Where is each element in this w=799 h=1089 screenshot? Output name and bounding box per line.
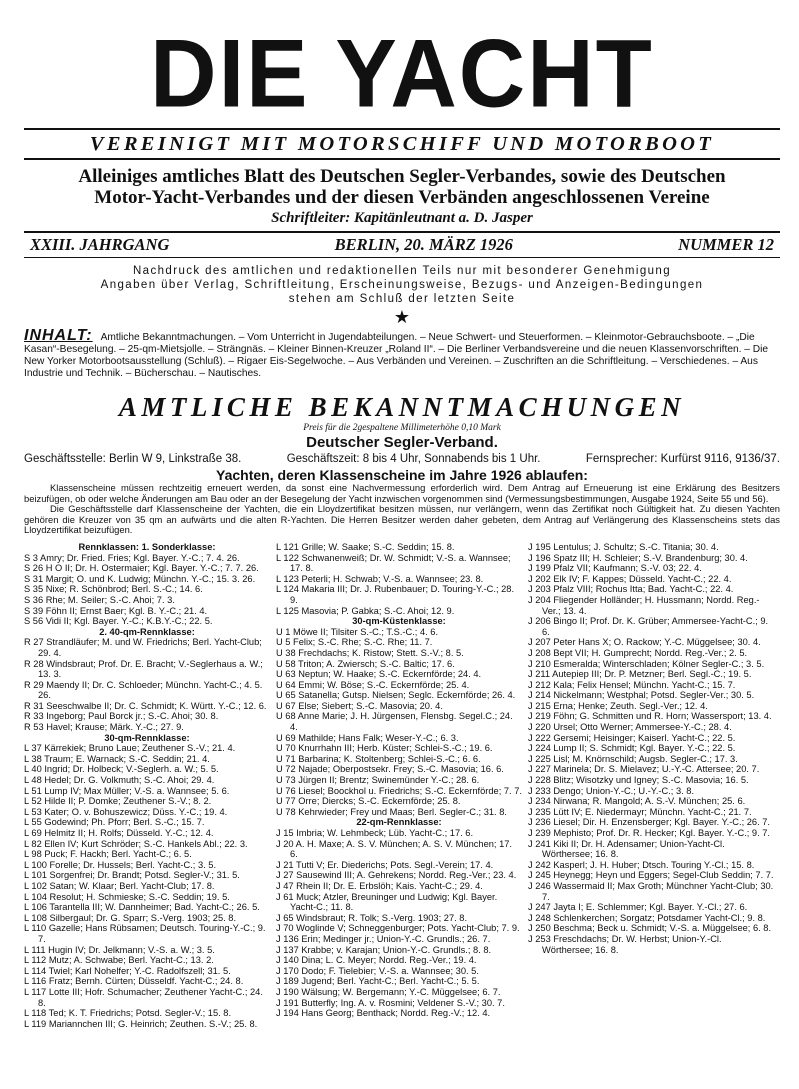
yacht-entry: R 31 Seeschwalbe II; Dr. C. Schmidt; K. Württ. Y.-C.; 12. 6.: [24, 700, 267, 711]
yacht-entry: R 29 Maendy II; Dr. C. Schloeder; Münchn. Yacht-C.; 4. 5. 26.: [24, 679, 263, 701]
yacht-entry: S 35 Nixe; R. Schönbrod; Berl. S.-C.; 14. 6.: [24, 584, 203, 595]
masthead-rule-bottom: [24, 158, 780, 160]
yacht-entry: L 118 Ted; K. T. Friedrichs; Potsd. Segler-V.; 15. 8.: [24, 1008, 232, 1019]
office-address: Geschäftsstelle: Berlin W 9, Linkstraße 38.: [24, 453, 242, 465]
yacht-entry: L 122 Schwanenweiß; Dr. W. Schmidt; V.-S. a. Wannsee; 17. 8.: [276, 552, 511, 574]
official-line-1: Alleiniges amtliches Blatt des Deutschen Segler-Verbandes, sowie des Deutschen: [78, 166, 726, 187]
yacht-entry: L 121 Grille; W. Saake; S.-C. Seddin; 15. 8.: [276, 541, 455, 552]
yacht-entry: L 108 Silbergaul; Dr. G. Sparr; S.-Verg. 1903; 25. 8.: [24, 912, 237, 923]
yacht-entry: L 114 Twiel; Karl Nohelfer; Y.-C. Radolfszell; 31. 5.: [24, 965, 231, 976]
yacht-entry: J 219 Föhn; G. Schmitten und R. Horn; Wassersport; 13. 4.: [528, 711, 772, 722]
yachts-heading: Yachten, deren Klassenscheine im Jahre 1926 ablaufen:: [216, 467, 588, 483]
yacht-entry: U 76 Liesel; Boockhol u. Friedrichs; S.-C. Eckernförde; 7. 7.: [276, 785, 522, 796]
yacht-entry: U 64 Emmi; W. Böse; S.-C. Eckernförde; 25. 4.: [276, 679, 470, 690]
class-heading: 30-qm-Küstenklasse:: [352, 616, 446, 627]
yacht-entry: U 70 Knurrhahn III; Herb. Küster; Schlei-S.-C.; 19. 6.: [276, 743, 493, 754]
class-heading: 22-qm-Rennklasse:: [356, 817, 442, 828]
yacht-entry: J 189 Jugend; Berl. Yacht-C.; Berl. Yacht-C.; 5. 5.: [276, 976, 480, 987]
yacht-entry: J 246 Wassermaid II; Max Groth; Münchner Yacht-Club; 30. 7.: [528, 880, 774, 902]
masthead-subtitle: VEREINIGT MIT MOTORSCHIFF UND MOTORBOOT: [89, 133, 715, 155]
yacht-entry: J 220 Ursel; Otto Werner; Ammersee-Y.-C.; 28. 4.: [528, 722, 732, 733]
yacht-entry: L 117 Lotte III; Hofr. Schumacher; Zeuthener Yacht-C.; 24. 8.: [24, 986, 263, 1008]
newspaper-page: [24, 20, 780, 1029]
yacht-entry: L 55 Godewind; Ph. Pforr; Berl. S.-C.; 15. 7.: [24, 817, 205, 828]
yacht-entry: J 61 Muck; Atzler, Breuninger und Ludwig; Kgl. Bayer. Yacht-C.; 11. 8.: [276, 891, 498, 913]
yacht-entry: L 82 Ellen IV; Kurt Schröder; S.-C. Hankels Abl.; 22. 3.: [24, 838, 248, 849]
contents-label: INHALT:: [24, 327, 93, 344]
yacht-entry: J 15 Imbria; W. Lehmbeck; Lüb. Yacht-C.; 17. 6.: [276, 828, 474, 838]
yacht-entry: J 225 Lisl; M. Knörnschild; Augsb. Segler-C.; 17. 3.: [528, 753, 738, 764]
yacht-entry: U 65 Satanella; Gutsp. Nielsen; Seglc. Eckernförde; 26. 4.: [276, 690, 516, 701]
price-note: Preis für die 2gespaltene Millimeterhöhe 0,10 Mark: [303, 423, 501, 433]
yacht-entry: U 77 Orre; Diercks; S.-C. Eckernförde; 25. 8.: [276, 796, 461, 807]
yacht-entry: J 215 Erna; Henke; Zeuth. Segl.-Ver.; 12. 4.: [528, 700, 708, 711]
yacht-entry: U 69 Mathilde; Hans Falk; Weser-Y.-C.; 6. 3.: [276, 732, 459, 743]
yacht-entry: J 206 Bingo II; Prof. Dr. K. Grüber; Ammersee-Yacht-C.; 9. 6.: [528, 616, 769, 637]
yacht-entry: J 196 Spatz III; H. Schleier; S.-V. Brandenburg; 30. 4.: [528, 552, 748, 563]
yacht-entry: J 245 Heynegg; Heyn und Eggers; Segel-Club Seddin; 7. 7.: [528, 870, 774, 881]
issue-number: NUMMER 12: [678, 235, 774, 254]
yacht-entry: L 106 Tarantella III; W. Dannheimer; Bad. Yacht-C.; 26. 5.: [24, 902, 260, 913]
yacht-entry: S 31 Margit; O. und K. Ludwig; Münchn. Y.-C.; 15. 3. 26.: [24, 573, 256, 584]
contents-text: Amtliche Bekanntmachungen. – Vom Unterricht in Jugendabteilungen. – Neue Schwert- und Steuerformen. – Kleinmotor-Gebrauchsboote. – „Die Kasan“-Besegelung. – 25-qm-Mietsjolle. – Strängnäs. – Kleiner Binnen-Kreuzer „Roland II“. – Die Berliner Verbandsvereine und die neuen Klassenvorschriften. – Die New Yorker Motorbootsausstellung (Schluß). – Rigaer Eis-Segelwoche. – Aus Verbänden und Vereinen. – Zuschriften an die Schriftleitung. – Verschiedenes. – Aus Industrie und Technik. – Bücherschau. – Nautisches.: [24, 332, 769, 379]
yacht-entry: U 1 Möwe II; Tilsiter S.-C.; T.S.-C.; 4. 6.: [276, 626, 439, 637]
yacht-entry: J 191 Butterfly; Ing. A. v. Rosmini; Veldener S.-V.; 30. 7.: [276, 997, 505, 1008]
yacht-entry: U 72 Najade; Oberpostsekr. Frey; S.-C. Masovia; 16. 6.: [276, 764, 504, 775]
yacht-entry: J 222 Gersemi; Heisinger; Kaiserl. Yacht-C.; 22. 5.: [528, 732, 736, 743]
office-info: [24, 453, 780, 465]
yacht-entry: L 110 Gazelle; Hans Rübsamen; Deutsch. Touring-Y.-C.; 9. 7.: [24, 923, 266, 944]
yacht-entry: J 199 Pfalz VII; Kaufmann; S.-V. 03; 22. 4.: [528, 563, 702, 574]
yacht-entry: J 21 Tutti V; Er. Diederichs; Pots. Segl.-Verein; 17. 4.: [276, 859, 494, 870]
volume: XXIII. JAHRGANG: [30, 235, 170, 254]
yacht-entry: L 123 Peterli; H. Schwab; V.-S. a. Wannsee; 23. 8.: [276, 573, 484, 584]
organization-heading: Deutscher Segler-Verband.: [306, 434, 498, 451]
notice-line: stehen am Schluß der letzten Seite: [288, 293, 516, 305]
yacht-entry: L 53 Kater; O. v. Bohuszewicz; Düss. Y.-C.; 19. 4.: [24, 806, 228, 817]
yacht-entry: J 224 Lump II; S. Schmidt; Kgl. Bayer. Y.-C.; 22. 5.: [528, 743, 736, 754]
yacht-entry: R 28 Windsbraut; Prof. Dr. E. Bracht; V.-Seglerhaus a. W.; 13. 3.: [24, 658, 263, 680]
intro-paragraph: Klassenscheine müssen rechtzeitig erneuert werden, da sonst eine Nachvermessung erforderlich wird. Dem Antrag auf Erneuerung ist eine Erklärung des Besitzers beizufügen, ob oder welche Änderungen am Bau oder an der Besegelung der Yacht inzwischen vorgenommen sind (Vermessungsbestimmungen, Ausgabe 1924, Seite 55 und 56).: [24, 482, 780, 504]
yacht-entry: J 47 Rhein II; Dr. E. Erbslöh; Kais. Yacht-C.; 29. 4.: [276, 880, 483, 891]
yacht-entry: J 248 Schlenkerchen; Sorgatz; Potsdamer Yacht-Cl.; 9. 8.: [528, 912, 766, 923]
yacht-list-column: [24, 542, 276, 1029]
yacht-entry: J 204 Fliegender Holländer; H. Hussmann; Nordd. Reg.-Ver.; 13. 4.: [528, 594, 760, 616]
yacht-entry: L 102 Satan; W. Klaar; Berl. Yacht-Club; 17. 8.: [24, 880, 215, 891]
yacht-entry: L 100 Forelle; Dr. Hussels; Berl. Yacht-C.; 3. 5.: [24, 859, 217, 870]
yacht-entry: L 48 Hedel; Dr. G. Volkmuth; S.-C. Ahoi; 29. 4.: [24, 775, 215, 786]
yacht-entry: L 37 Kärrekiek; Bruno Laue; Zeuthener S.-V.; 21. 4.: [24, 743, 236, 754]
yacht-entry: J 247 Jayta I; E. Schlemmer; Kgl. Bayer. Y.-Cl.; 27. 6.: [528, 902, 748, 913]
yacht-list-columns: [24, 542, 780, 1029]
yacht-entry: J 211 Autepiep III; Dr. P. Metzner; Berl. Segl.-C.; 19. 5.: [528, 669, 752, 680]
yacht-entry: J 65 Windsbraut; R. Tolk; S.-Verg. 1903; 27. 8.: [276, 912, 468, 923]
yacht-list-column: [528, 542, 780, 1029]
notice-line: Nachdruck des amtlichen und redaktionellen Teils nur mit besonderer Genehmigung: [132, 265, 672, 277]
yacht-entry: J 202 Elk IV; F. Kappes; Düsseld. Yacht-C.; 22. 4.: [528, 573, 732, 584]
yacht-entry: J 190 Wälsung; W. Bergemann; Y.-C. Müggelsee; 6. 7.: [276, 986, 501, 997]
yacht-entry: R 27 Strandläufer; M. und W. Friedrichs; Berl. Yacht-Club; 29. 4.: [24, 637, 262, 658]
yacht-entry: U 58 Triton; A. Zwiersch; S.-C. Baltic; 17. 6.: [276, 658, 455, 669]
yacht-entry: J 242 Kasperl; J. H. Huber; Dtsch. Touring Y.-Cl.; 15. 8.: [528, 859, 755, 870]
yacht-entry: R 33 Ingeborg; Paul Borck jr.; S.-C. Ahoi; 30. 8.: [24, 711, 219, 722]
yacht-entry: L 116 Fratz; Bernh. Cürten; Düsseldf. Yacht-C.; 24. 8.: [24, 976, 244, 987]
yacht-entry: J 239 Mephisto; Prof. Dr. R. Hecker; Kgl. Bayer. Y.-C.; 9. 7.: [528, 828, 770, 838]
yacht-entry: J 210 Esmeralda; Winterschladen; Kölner Segler-C.; 3. 5.: [528, 658, 765, 669]
yacht-entry: L 51 Lump IV; Max Müller; V.-S. a. Wannsee; 5. 6.: [24, 785, 230, 796]
yacht-entry: U 67 Else; Siebert; S.-C. Masovia; 20. 4.: [276, 700, 443, 711]
section-title: AMTLICHE BEKANNTMACHUNGEN: [118, 392, 686, 422]
yacht-entry: S 56 Vidi II; Kgl. Bayer. Y.-C.; K.B.Y.-C.; 22. 5.: [24, 616, 213, 627]
yacht-entry: L 40 Ingrid; Dr. Holbeck; V.-Seglerh. a. W.; 5. 5.: [24, 764, 219, 775]
yacht-entry: J 253 Freschdachs; Dr. W. Herbst; Union-Y.-Cl. Wörthersee; 16. 8.: [528, 933, 722, 955]
place-date: BERLIN, 20. MÄRZ 1926: [334, 235, 513, 254]
yacht-entry: R 53 Havel; Krause; Märk. Y.-C.; 27. 9.: [24, 722, 184, 733]
class-heading: 30-qm-Rennklasse:: [104, 732, 190, 743]
star-icon: ★: [393, 307, 411, 327]
yacht-entry: U 5 Felix; S.-C. Rhe; S.-C. Rhe; 11. 7.: [276, 637, 433, 648]
yacht-entry: U 71 Barbarina; K. Stoltenberg; Schlei-S.-C.; 6. 6.: [276, 753, 481, 764]
yacht-entry: U 73 Jürgen II; Brentz; Swinemünder Y.-C.; 28. 6.: [276, 775, 480, 786]
yacht-entry: J 234 Nirwana; R. Mangold; A. S.-V. München; 25. 6.: [528, 796, 746, 807]
reprint-notice: [24, 264, 780, 306]
yacht-entry: L 124 Makaria III; Dr. J. Rubenbauer; D. Touring-Y.-C.; 28. 9.: [276, 584, 515, 605]
yacht-entry: L 112 Mutz; A. Schwabe; Berl. Yacht-C.; 13. 2.: [24, 955, 214, 966]
masthead-title: DIE YACHT: [150, 20, 654, 128]
office-hours: Geschäftszeit: 8 bis 4 Uhr, Sonnabends bis 1 Uhr.: [286, 453, 541, 465]
issue-bar: [24, 231, 780, 258]
yacht-list-column: [276, 542, 528, 1029]
yacht-entry: J 250 Beschma; Beck u. Schmidt; V.-S. a. Müggelsee; 6. 8.: [528, 923, 772, 934]
yacht-entry: J 227 Marinela; Dr. S. Mielavez; U.-Y.-C. Attersee; 20. 7.: [528, 764, 760, 775]
yacht-entry: J 194 Hans Georg; Benthack; Nordd. Reg.-V.; 12. 4.: [276, 1008, 491, 1019]
official-line-2: Motor-Yacht-Verbandes und der diesen Verbänden angeschlossenen Vereine: [94, 187, 710, 208]
yacht-entry: J 236 Liesel; Dir. H. Enzensberger; Kgl. Bayer. Y.-C.; 26. 7.: [528, 817, 771, 828]
yacht-entry: J 203 Pfalz VIII; Rochus Itta; Bad. Yacht-C.; 22. 4.: [528, 584, 734, 595]
notice-line: Angaben über Verlag, Schriftleitung, Erscheinungsweise, Bezugs- und Anzeigen-Bedingungen: [100, 279, 704, 291]
yacht-entry: J 235 Lütt IV; E. Niedermayr; Münchn. Yacht-C.; 21. 7.: [528, 806, 752, 817]
editor-line: Schriftleiter: Kapitänleutnant a. D. Jasper: [271, 210, 533, 226]
yacht-entry: L 101 Sorgenfrei; Dr. Brandt; Potsd. Segler-V.; 31. 5.: [24, 870, 240, 881]
yacht-entry: J 137 Krabbe; v. Karajan; Union-Y.-C. Grundls.; 8. 8.: [276, 944, 492, 955]
yacht-entry: L 98 Puck; F. Hackh; Berl. Yacht-C.; 6. 5.: [24, 849, 192, 860]
yacht-entry: L 38 Traum; E. Warnack; S.-C. Seddin; 21. 4.: [24, 753, 210, 764]
yacht-entry: U 68 Anne Marie; J. H. Jürgensen, Flensbg. Segel.C.; 24. 4.: [276, 711, 513, 733]
yacht-entry: L 52 Hilde II; P. Domke; Zeuthener S.-V.; 8. 2.: [24, 796, 212, 807]
yacht-entry: J 208 Bept VII; H. Gumprecht; Nordd. Reg.-Ver.; 2. 5.: [528, 647, 748, 658]
office-phone: Fernsprecher: Kurfürst 9116, 9136/37.: [585, 453, 780, 465]
yacht-entry: J 140 Dina; L. C. Meyer; Nordd. Reg.-Ver.; 19. 4.: [276, 955, 477, 966]
table-of-contents: [24, 327, 780, 380]
class-heading: Rennklassen: 1. Sonderklasse:: [78, 541, 216, 552]
yacht-entry: L 104 Resolut; H. Schmieske; S.-C. Seddin; 19. 5.: [24, 891, 230, 902]
yacht-entry: U 78 Kehrwieder; Frey und Maas; Berl. Segler-C.; 31. 8.: [276, 806, 507, 817]
yacht-entry: J 170 Dodo; F. Tielebier; V.-S. a. Wannsee; 30. 5.: [276, 965, 479, 976]
yacht-entry: L 111 Hugin IV; Dr. Jelkmann; V.-S. a. W.; 3. 5.: [24, 944, 215, 955]
yacht-entry: J 233 Dengo; Union-Y.-C.; U.-Y.-C.; 3. 8.: [528, 785, 695, 796]
yacht-entry: S 39 Föhn II; Ernst Baer; Kgl. B. Y.-C.; 21. 4.: [24, 605, 208, 616]
yacht-entry: J 228 Blitz; Wisotzky und Igney; S.-C. Masovia; 16. 5.: [528, 775, 749, 786]
yacht-entry: S 36 Rhe; M. Seiler; S.-C. Ahoi; 7. 3.: [24, 594, 175, 605]
yacht-entry: J 136 Erin; Medinger jr.; Union-Y.-C. Grundls.; 26. 7.: [276, 933, 491, 944]
yacht-entry: J 212 Kala; Felix Hensel; Münchn. Yacht-C.; 15. 7.: [528, 679, 736, 690]
yacht-entry: S 26 H O II; Dr. H. Ostermaier; Kgl. Bayer. Y.-C.; 7. 7. 26.: [24, 563, 259, 574]
yacht-entry: L 119 Mariannchen III; G. Heinrich; Zeuthen. S.-V.; 25. 8.: [24, 1018, 258, 1029]
yacht-entry: J 20 A. H. Maxe; A. S. V. München; A. S. V. München; 17. 6.: [276, 838, 513, 860]
yacht-entry: J 207 Peter Hans X; O. Rackow; Y.-C. Müggelsee; 30. 4.: [528, 637, 761, 648]
yacht-entry: J 241 Kiki II; Dr. H. Adensamer; Union-Yacht-Cl. Wörthersee; 16. 8.: [528, 838, 725, 860]
yacht-entry: U 63 Neptun; W. Haake; S.-C. Eckernförde; 24. 4.: [276, 669, 482, 680]
yacht-entry: L 69 Helmitz II; H. Rolfs; Düsseld. Y.-C.; 12. 4.: [24, 828, 214, 838]
class-heading: 2. 40-qm-Rennklasse:: [99, 626, 195, 637]
yacht-entry: J 214 Nickelmann; Westphal; Potsd. Segler-Ver.; 30. 5.: [528, 690, 755, 701]
yacht-entry: J 70 Woglinde V; Schneggenburger; Pots. Yacht-Club; 7. 9.: [276, 923, 520, 934]
yacht-entry: J 27 Sausewind III; A. Gehrekens; Nordd. Reg.-Ver.; 23. 4.: [276, 870, 517, 881]
yacht-entry: S 3 Amry; Dr. Fried. Fries; Kgl. Bayer. Y.-C.; 7. 4. 26.: [24, 552, 240, 563]
yacht-entry: U 38 Frechdachs; K. Ristow; Stett. S.-V.; 8. 5.: [276, 647, 464, 658]
yacht-entry: J 195 Lentulus; J. Schultz; S.-C. Titania; 30. 4.: [528, 541, 719, 552]
intro-paragraph: Die Geschäftsstelle darf Klassenscheine der Yachten, die ein Lloydzertifikat besitzen müssen, nur verlängern, wenn das Zertifikat noch Gültigkeit hat. Zu diesen Yachten gehören die Kreuzer von 35 qm an aufwärts und die alten R-Yachten. Die Herren Besitzer werden daher gebeten, dem Antrag auf Verlängerung des Klassenscheins stets das Lloydzertifikat beizufügen.: [24, 503, 780, 536]
yacht-entry: L 125 Masovia; P. Gabka; S.-C. Ahoi; 12. 9.: [276, 605, 455, 616]
